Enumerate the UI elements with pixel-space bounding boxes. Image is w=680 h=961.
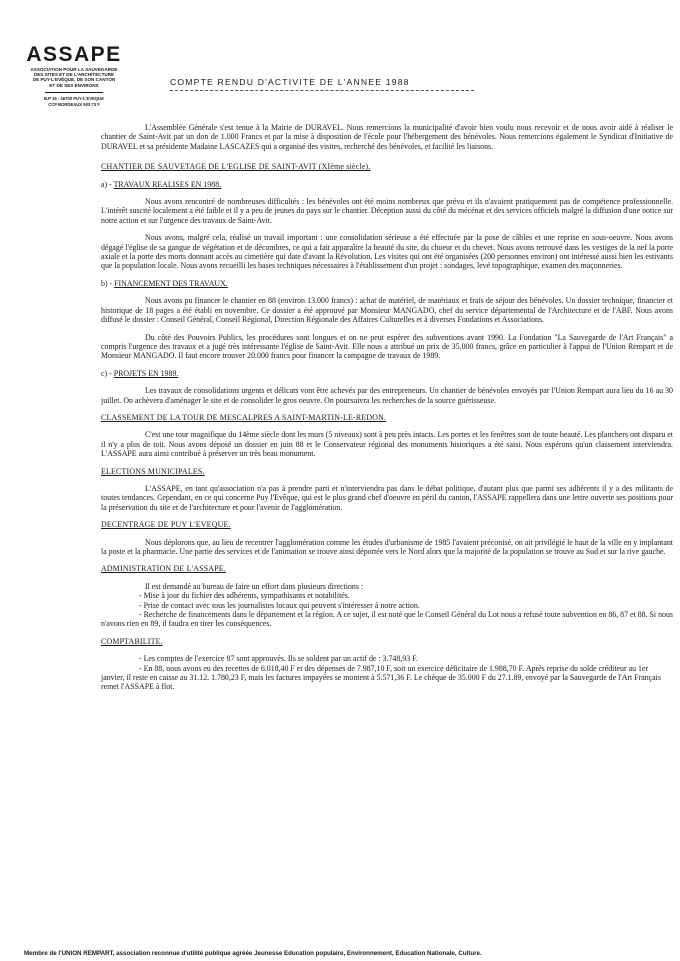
tour-paragraph: C'est une tour magnifique du 14ème siècle dont les murs (5 niveaux) sont à peu près intacts. Les portes et les fenêtres sont de toute beauté. Les planchers ont disparu et il n'y a plus de toit. Nous avons déposé un dossier en juin 88 et le Conservateur régional des monuments historiques a été saisi. Nous espérons qu'un classement interviendra. L'ASSAPE aura ainsi contribué à préserver un très beau monument. (101, 430, 673, 459)
travaux-paragraph-2: Nous avons, malgré cela, réalisé un travail important : une consolidation sérieuse a été effectuée par la pose de câbles et une reprise en sous-oeuvre. Nous avons dégagé l'église de sa gangue de végétation et de décombres, ce qui a fait apparaître la beauté du site, du choeur et du chevet. Nous avons retrouvé dans les vestiges de la nef la porte axiale et la porte des morts donnant accès au cimetière qui date d'avant la Révolution. Les visites qui ont été organisées (200 personnes environ) ont intéressé aussi bien les estivants que la population locale. Nous avons recueilli les bases techniques nécessaires à l'établissement d'un projet : sondages, levé topographique, examen des maçonneries. (101, 233, 673, 271)
list-item: - En 88, nous avons eu des recettes de 6.018,40 F et des dépenses de 7.987,10 F, soit un exercice déficitaire de 1.988,70 F. Après reprise du solde créditeur au 1er janvier, il reste en caisse au 31.12. 1.780,23 F, mais les factures impayées se montent à 5.571,36 F. Le chèque de 35.000 F du 27.1.89, envoyé par la Sauvegarde de l'Art Français remet l'ASSAPE à flot. (101, 663, 661, 692)
logo-subtitle (18, 67, 130, 88)
administration-list (101, 591, 673, 629)
list-item: - Prise de contact avec tous les journalistes locaux qui peuvent s'intéresser à notre action. (139, 600, 420, 610)
financement-paragraph-1: Nous avons pu financer le chantier en 88 (environ 13.000 francs) : achat de matériel, de matériaux et frais de séjour des bénévoles. Un dossier technique, financier et historique de 18 pages a été établi en novembre. Ce dossier a été approuvé par Monsieur MANGADO, chef du service départemental de l'Architecture et de l'ABF. Nous avons diffusé le dossier : Conseil Général, Conseil Régional, Direction Régionale des Affaires Culturelles et à diverses Fondations et Associations. (101, 296, 673, 325)
logo-subtitle-line: ASSOCIATION POUR LA SAUVEGARDE (30, 67, 118, 72)
subheading-title: TRAVAUX REALISES EN 1988. (113, 179, 222, 189)
logo-address (18, 96, 130, 108)
decentrage-heading: DECENTRAGE DE PUY L'EVEQUE. (101, 520, 231, 530)
subheading-financement (101, 279, 673, 288)
administration-intro: Il est demandé au bureau de faire un effort dans plusieurs directions : (145, 581, 364, 591)
logo-address-line: CCP BORDEAUX 503 73 F (48, 101, 100, 107)
chantier-heading: CHANTIER DE SAUVETAGE DE L'EGLISE DE SAINT-AVIT (XIème siècle). (101, 162, 371, 172)
report-body (101, 123, 673, 692)
subheading-projets (101, 369, 673, 378)
subheading-prefix: c) - (101, 368, 114, 378)
comptabilite-heading: COMPTABILITE. (101, 636, 163, 646)
logo-divider (45, 92, 103, 93)
subheading-prefix: b) - (101, 278, 115, 288)
decentrage-paragraph: Nous déplorons que, au lieu de recentrer l'agglomération comme les études d'urbanisme de 1985 l'avaient préconisé, on ait privilégié le haut de la ville en y implantant la poste et la pharmacie. Une partie des services et de l'animation se trouve ainsi déportée vers le Nord alors que la majorité de la population se trouve au Sud et sur la rive gauche. (101, 537, 673, 556)
subheading-travaux (101, 180, 673, 189)
list-item: - Les comptes de l'exercice 87 sont approuvés. Ils se soldent par un actif de : 3.748,93 F. (139, 654, 418, 664)
list-item: - Mise à jour du fichier des adhérents, sympathisants et notabilités. (139, 591, 350, 601)
subheading-prefix: a) - (101, 179, 114, 189)
financement-paragraph-2: Du côté des Pouvoirs Publics, les procédures sont longues et on ne peut espérer des subventions avant 1990. La Fondation "La Sauvegarde de l'Art Français" a compris l'urgence des travaux et a jugé très intéressante l'église de Saint-Avit. Elle nous a attribué un prix de 35.000 francs, grâce en particulier à l'appui de l'Union Rempart et de Monsieur MANGADO. Il faut encore trouver 20.000 francs pour financer la campagne de travaux de 1989. (101, 332, 673, 361)
footer-note: Membre de l'UNION REMPART, association reconnue d'utilité publique agréée Jeunesse Education populaire, Environnement, Education Nationale, Culture. (24, 950, 482, 957)
list-item: - Recherche de financements dans le département et la région. A ce sujet, il est noté que le Conseil Général du Lot nous a refusé toute subvention en 86, 87 et 88. Si nous n'avons rien en 89, il faudra en tirer les conséquences. (101, 610, 673, 629)
document-title: COMPTE RENDU D'ACTIVITE DE L'ANNEE 1988 (170, 77, 410, 87)
tour-heading: CLASSEMENT DE LA TOUR DE MESCALPRES A SAINT-MARTIN-LE-REDON. (101, 412, 387, 422)
logo-address-line: B.P 15 - 46700 PUY-L'EVEQUE (43, 95, 105, 101)
intro-paragraph: L'Assemblée Générale s'est tenue à la Mairie de DURAVEL. Nous remercions la municipalité d'avoir bien voulu nous recevoir et de nous avoir aidé à réaliser le chantier de Saint-Avit par un don de 1.000 Francs et par la mise à disposition de l'école pour l'hébergement des bénévoles. Nous remercions également le Syndicat d'Initiative de DURAVEL et sa présidente Madaine LASCAZES qui a organisé des visites, recherché des bénévoles, et facilité les liaisons. (101, 123, 673, 151)
logo-subtitle-line: DES SITES ET DE L'ARCHITECTURE (33, 72, 115, 78)
logo-name: ASSAPE (26, 43, 122, 66)
subheading-title: FINANCEMENT DES TRAVAUX. (114, 278, 228, 288)
comptabilite-list (101, 654, 673, 692)
travaux-paragraph-1: Nous avons rencontré de nombreuses difficultés : les bénévoles ont été moins nombreux que prévu et ils n'avaient pratiquement pas de compétence professionnelle. L'intérêt suscité localement a été faible et il y a peu de jeunes du pays sur le chantier. Déception aussi du côté du mécénat et des services officiels malgré la diffusion d'une notice sur notre action et sur l'urgence des travaux de Saint-Avit. (101, 197, 673, 225)
subheading-title: PROJETS EN 1989. (113, 368, 179, 378)
title-underline (170, 90, 474, 91)
elections-paragraph: L'ASSAPE, en tant qu'association n'a pas à prendre parti et n'interviendra pas dans le débat politique, d'autant plus que parmi ses adhérents il y a des militants de toutes tendances. Cependant, en ce qui concerne Puy l'Evêque, qui est le plus grand chef d'oeuvre en péril du canton, l'ASSAPE rappellera dans une lettre ouverte ses positions pour la préservation du site et de l'architecture et pour l'avenir de l'agglomération. (101, 483, 673, 512)
assape-logo (18, 44, 130, 108)
logo-subtitle-line: DE PUY-L'EVÊQUE, DE SON CANTON (32, 77, 116, 83)
projets-paragraph: Les travaux de consolidations urgents et délicats vont être achevés par des entrepreneurs. Un chantier de bénévoles envoyés par l'Union Rempart aura lieu du 16 au 30 juillet. On achèvera d'aménager le site et de consolider le gros oeuvre. On poursuivra les recherches de la source guérisseuse. (101, 386, 673, 405)
administration-heading: ADMINISTRATION DE L'ASSAPE. (101, 564, 226, 574)
logo-subtitle-line: ET DE SES ENVIRONS (49, 82, 99, 88)
elections-heading: ELECTIONS MUNICIPALES. (101, 466, 205, 476)
